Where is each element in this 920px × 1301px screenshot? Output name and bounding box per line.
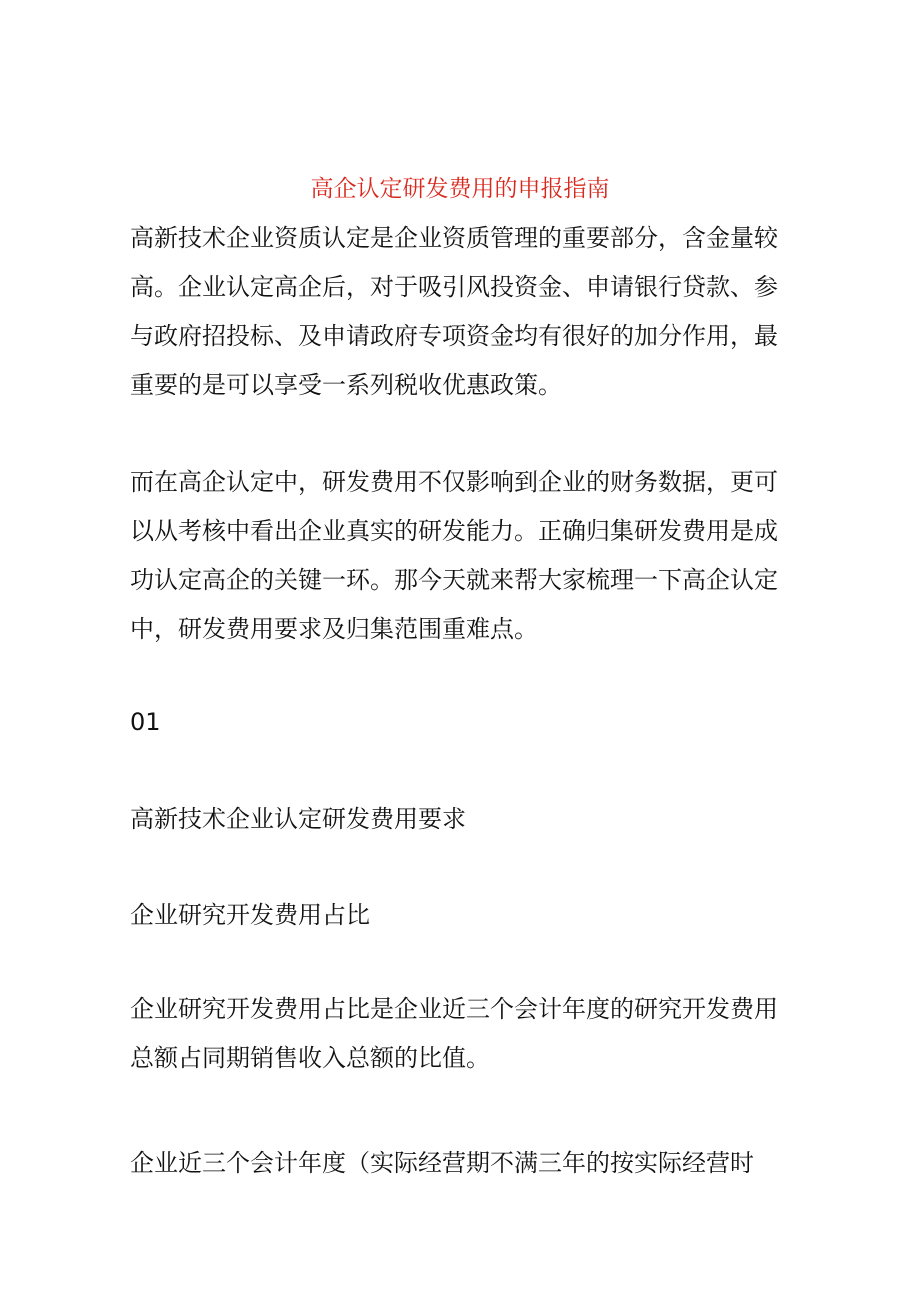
paragraph-rd-importance: 而在高企认定中，研发费用不仅影响到企业的财务数据，更可以从考核中看出企业真实的研发能力。正确归集研发费用是成功认定高企的关键一环。那今天就来帮大家梳理一下高企认定中，研发费用要求及归集范围重难点。 bbox=[130, 468, 778, 643]
section-number: 01 bbox=[130, 708, 161, 736]
subsection-heading: 企业研究开发费用占比 bbox=[130, 901, 370, 929]
paragraph-continued: 企业近三个会计年度（实际经营期不满三年的按实际经营时 bbox=[130, 1149, 754, 1177]
section-heading: 高新技术企业认定研发费用要求 bbox=[130, 805, 466, 833]
paragraph-definition: 企业研究开发费用占比是企业近三个会计年度的研究开发费用总额占同期销售收入总额的比值。 bbox=[130, 995, 778, 1072]
paragraph-intro: 高新技术企业资质认定是企业资质管理的重要部分，含金量较高。企业认定高企后，对于吸引风投资金、申请银行贷款、参与政府招投标、及申请政府专项资金均有很好的加分作用，最重要的是可以享受一系列税收优惠政策。 bbox=[130, 224, 778, 399]
document-title: 高企认定研发费用的申报指南 bbox=[310, 176, 610, 202]
